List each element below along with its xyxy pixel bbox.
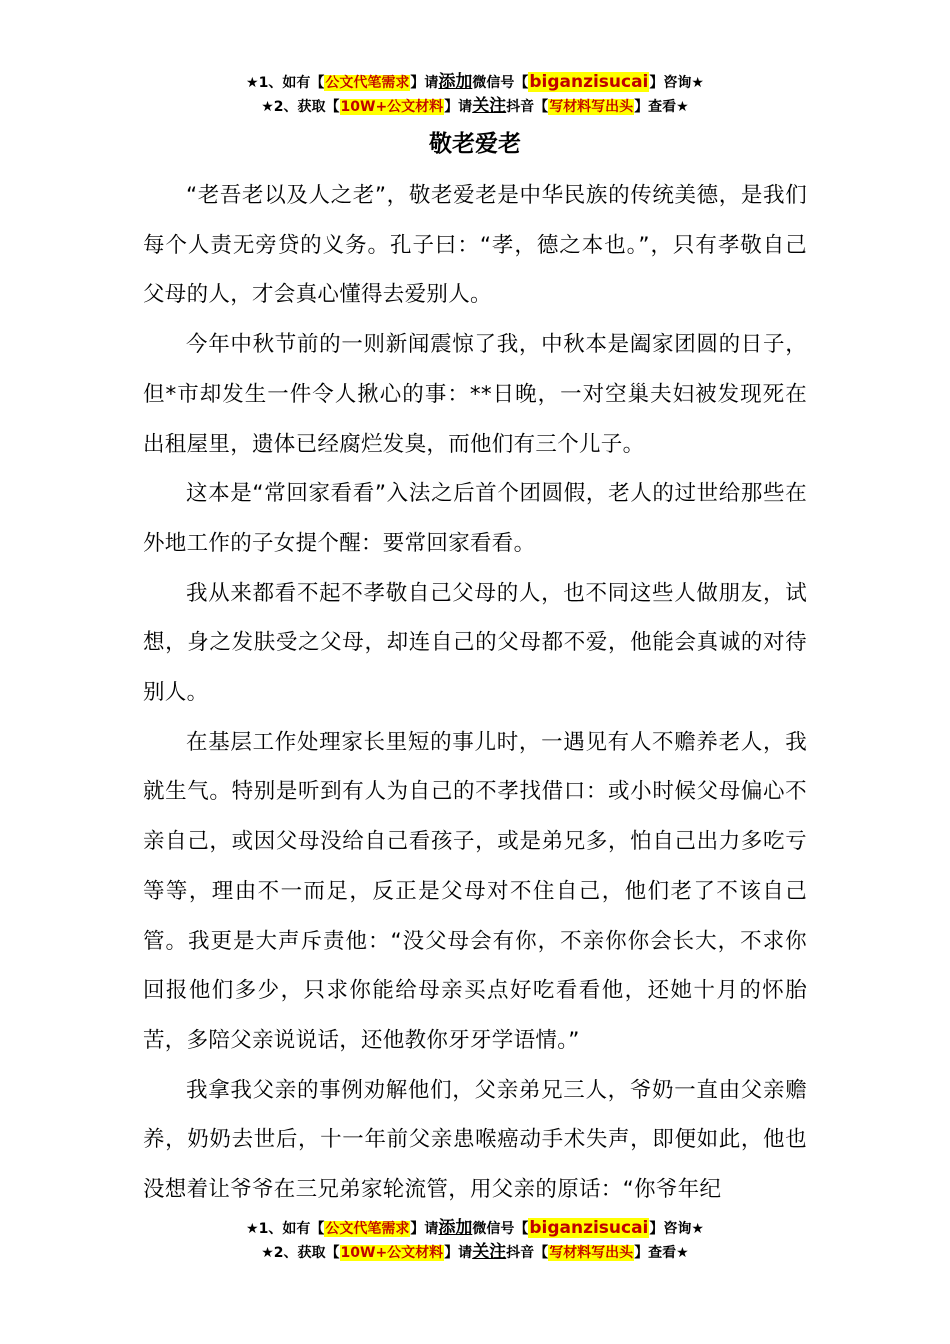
banner-text: ★2、获取【: [261, 1245, 340, 1261]
banner-text: ★1、如有【: [246, 1221, 325, 1237]
footer-banner: [0, 1216, 950, 1264]
paragraph: “老吾老以及人之老”，敬老爱老是中华民族的传统美德，是我们每个人责无旁贷的义务。孔子曰：“孝，德之本也。”，只有孝敬自己父母的人，才会真心懂得去爱别人。: [143, 183, 807, 308]
banner-line-2: [0, 1240, 950, 1264]
banner-text: 】咨询★: [649, 75, 704, 91]
paragraph: 今年中秋节前的一则新闻震惊了我，中秋本是阖家团圆的日子，但*市却发生一件令人揪心的事：**日晚，一对空巢夫妇被发现死在出租屋里，遗体已经腐烂发臭，而他们有三个儿子。: [143, 332, 807, 457]
banner-highlight: 10W+公文材料: [340, 1245, 444, 1261]
banner-text: 】咨询★: [649, 1221, 704, 1237]
banner-highlight: 公文代笔需求: [325, 75, 410, 91]
banner-underlined: 关注: [472, 96, 507, 116]
banner-highlight: 写材料写出头: [549, 1245, 634, 1261]
banner-highlight: 公文代笔需求: [325, 1221, 410, 1237]
banner-line-1: [0, 1216, 950, 1240]
banner-text: ★1、如有【: [246, 75, 325, 91]
banner-line-1: [0, 70, 950, 94]
banner-text: ★2、获取【: [261, 99, 340, 115]
banner-underlined: 添加: [438, 72, 473, 92]
banner-text: 】请: [410, 75, 439, 91]
document-title: 敬老爱老: [429, 131, 521, 157]
banner-highlight: 10W+公文材料: [340, 99, 444, 115]
paragraph: 我从来都看不起不孝敬自己父母的人，也不同这些人做朋友，试想，身之发肤受之父母，却连自己的父母都不爱，他能会真诚的对待别人。: [143, 580, 807, 706]
paragraph: 这本是“常回家看看”入法之后首个团圆假，老人的过世给那些在外地工作的子女提个醒：要常回家看看。: [143, 481, 807, 556]
banner-text: 】查看★: [634, 99, 689, 115]
banner-text: 】查看★: [634, 1245, 689, 1261]
banner-underlined: 添加: [438, 1218, 473, 1238]
banner-text: 】请: [410, 1221, 439, 1237]
banner-line-2: [0, 94, 950, 118]
banner-highlight: 写材料写出头: [549, 99, 634, 115]
paragraph: 我拿我父亲的事例劝解他们，父亲弟兄三人，爷奶一直由父亲赡养，奶奶去世后，十一年前父亲患喉癌动手术失声，即便如此，他也没想着让爷爷在三兄弟家轮流管，用父亲的原话：“你爷年纪: [143, 1077, 807, 1203]
banner-underlined: 关注: [472, 1242, 507, 1262]
header-banner: [0, 70, 950, 118]
banner-text: 】请: [444, 1245, 473, 1261]
banner-text: 微信号【: [472, 75, 529, 91]
paragraph: 在基层工作处理家长里短的事儿时，一遇见有人不赡养老人，我就生气。特别是听到有人为自己的不孝找借口：或小时候父母偏心不亲自己，或因父母没给自己看孩子，或是弟兄多，怕自己出力多吃亏等等，理由不一而足，反正是父母对不住自己，他们老了不该自己管。我更是大声斥责他：“没父母会有你，不亲你你会长大，不求你回报他们多少，只求你能给母亲买点好吃看看他，还她十月的怀胎苦，多陪父亲说说话，还他教你牙牙学语情。”: [143, 729, 807, 1053]
banner-text: 抖音【: [506, 1245, 549, 1261]
banner-wechat-id: biganzisucai: [529, 1218, 649, 1238]
banner-text: 】请: [444, 99, 473, 115]
banner-wechat-id: biganzisucai: [529, 72, 649, 92]
banner-text: 微信号【: [472, 1221, 529, 1237]
banner-text: 抖音【: [506, 99, 549, 115]
document-body: [143, 171, 807, 1215]
